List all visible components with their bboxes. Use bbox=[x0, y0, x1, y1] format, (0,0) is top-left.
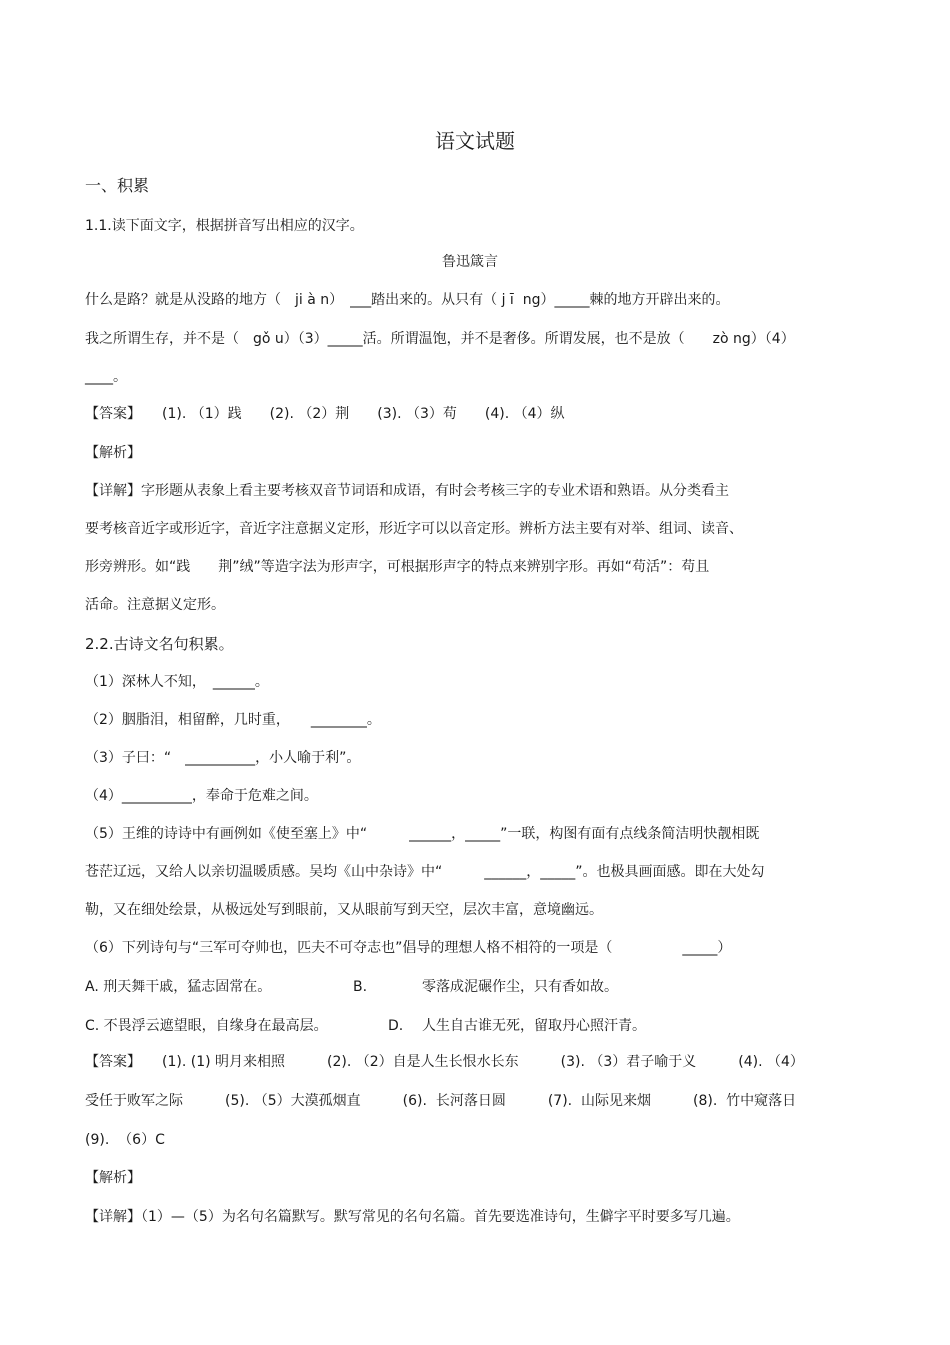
passage-line: 我之所谓生存，并不是（ gǒ u）（3）_____活。所谓温饱，并不是奢侈。所谓发展，也不是放（ zò ng）（4） bbox=[85, 331, 795, 347]
option-d: 人生自古谁无死，留取丹心照汗青。 bbox=[422, 1018, 646, 1034]
page-title: 语文试题 bbox=[435, 129, 515, 153]
question-1-prompt: 1.1.读下面文字，根据拼音写出相应的汉字。 bbox=[85, 218, 364, 234]
poem-item: 苍茫辽远，又给人以亲切温暖质感。吴均《山中杂诗》中“ ______，_____”。也极具画面感。即在大处勾 bbox=[85, 864, 765, 880]
poem-item: （3）子曰：“ __________，小人喻于利”。 bbox=[85, 750, 361, 766]
answer-line: 【答案】 (1). (1) 明月来相照 (2). （2）自是人生长恨水长东 (3). （3）君子喻于义 (4). （4） bbox=[85, 1054, 804, 1070]
section-heading: 一、积累 bbox=[85, 176, 150, 195]
analysis-label: 【解析】 bbox=[85, 445, 141, 461]
detail-line: 活命。注意据义定形。 bbox=[85, 597, 225, 613]
poem-item: （4）__________，奉命于危难之间。 bbox=[85, 788, 318, 804]
option-b-label: B. bbox=[353, 979, 368, 995]
poem-item: （2）胭脂泪，相留醉，几时重， ________。 bbox=[85, 712, 381, 728]
poem-item: （1）深林人不知， ______。 bbox=[85, 674, 269, 690]
answer-line: 【答案】 (1). （1）践 (2). （2）荆 (3). （3）苟 (4). （4）纵 bbox=[85, 406, 565, 422]
poem-item: 勒，又在细处绘景，从极远处写到眼前，又从眼前写到天空，层次丰富，意境幽远。 bbox=[85, 902, 603, 918]
question-2-prompt: 2.2.古诗文名句积累。 bbox=[85, 635, 234, 653]
answer-line: 受任于败军之际 (5). （5）大漠孤烟直 (6). 长河落日圆 (7). 山际见来烟 (8). 竹中窥落日 bbox=[85, 1093, 797, 1109]
detail-line: 形旁辨形。如“践 荆”绒”等造字法为形声字，可根据形声字的特点来辨别字形。再如“苟活”：苟且 bbox=[85, 559, 710, 575]
poem-item: （6）下列诗句与“三军可夺帅也，匹夫不可夺志也”倡导的理想人格不相符的一项是（ _____） bbox=[85, 940, 732, 956]
answer-line: (9). （6）C bbox=[85, 1132, 165, 1148]
poem-item: （5）王维的诗诗中有画例如《使至塞上》中“ ______，_____”一联，构图有面有点线条简洁明快靓相既 bbox=[85, 826, 760, 842]
detail-line: 要考核音近字或形近字，音近字注意据义定形，形近字可以以音定形。辨析方法主要有对举、组词、读音、 bbox=[85, 521, 743, 537]
passage-line: 什么是路？就是从没路的地方（ ji à n） ___踏出来的。从只有（ j ī ng）_____棘的地方开辟出来的。 bbox=[85, 292, 730, 308]
analysis-label: 【解析】 bbox=[85, 1170, 141, 1186]
option-b: 零落成泥碾作尘，只有香如故。 bbox=[422, 979, 618, 995]
passage-line: ____。 bbox=[85, 369, 127, 385]
option-a: A. 刑天舞干戚，猛志固常在。 bbox=[85, 979, 272, 995]
passage-title: 鲁迅箴言 bbox=[442, 254, 498, 270]
detail-line: 【详解】字形题从表象上看主要考核双音节词语和成语，有时会考核三字的专业术语和熟语。从分类看主 bbox=[85, 483, 729, 499]
option-d-label: D. bbox=[388, 1018, 404, 1034]
option-c: C. 不畏浮云遮望眼，自缘身在最高层。 bbox=[85, 1018, 328, 1034]
detail-line: 【详解】（1）—（5）为名句名篇默写。默写常见的名句名篇。首先要选准诗句，生僻字平时要多写几遍。 bbox=[85, 1209, 740, 1225]
